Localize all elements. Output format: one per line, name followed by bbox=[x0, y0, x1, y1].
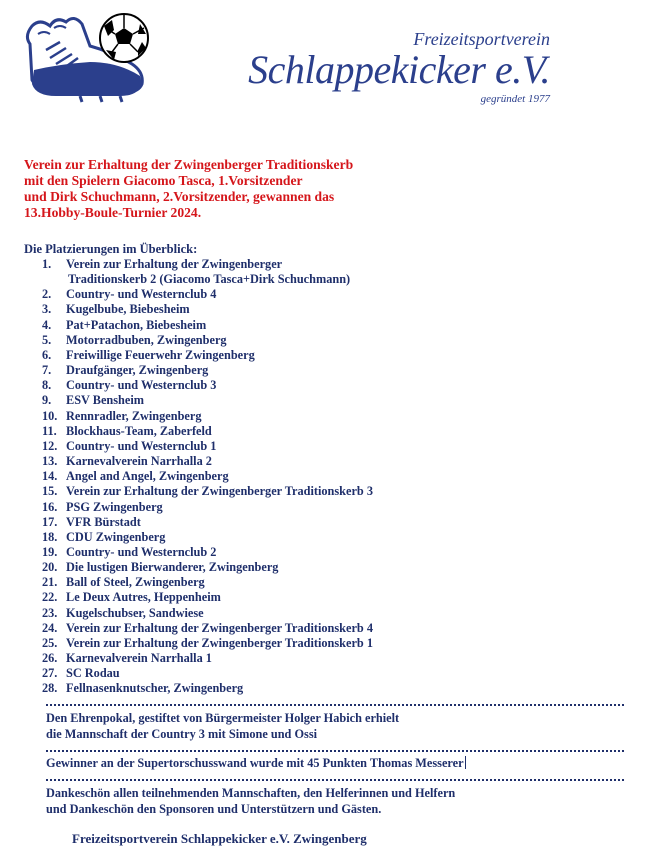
rank-number: 21. bbox=[42, 575, 58, 590]
honor-cup-text bbox=[46, 711, 624, 742]
ranking-item bbox=[42, 378, 622, 393]
rank-number: 20. bbox=[42, 560, 58, 575]
team-name: Kugelbube, Biebesheim bbox=[66, 302, 190, 317]
rank-number: 24. bbox=[42, 620, 58, 635]
rank-number: 3. bbox=[42, 302, 52, 317]
rank-number: 2. bbox=[42, 287, 52, 302]
ranking-item bbox=[42, 348, 622, 363]
ranking-title: Die Platzierungen im Überblick: bbox=[24, 242, 198, 256]
team-name: Verein zur Erhaltung der Zwingenberger bbox=[66, 257, 283, 271]
team-name: Verein zur Erhaltung der Zwingenberger Traditionskerb 4 bbox=[66, 620, 373, 635]
ranking-item bbox=[42, 560, 622, 575]
football-boot-and-ball-logo bbox=[20, 6, 150, 104]
ranking-item bbox=[42, 484, 622, 499]
thanks-line: und Dankeschön den Sponsoren und Unterstützern und Gästen. bbox=[46, 801, 382, 816]
honor-cup-line: die Mannschaft der Country 3 mit Simone und Ossi bbox=[46, 726, 318, 741]
ranking-list bbox=[42, 257, 622, 697]
thanks-line: Dankeschön allen teilnehmenden Mannschaften, den Helferinnen und Helfern bbox=[46, 786, 456, 800]
rank-number: 7. bbox=[42, 363, 52, 378]
winner-line: Gewinner an der Supertorschusswand wurde mit 45 Punkten Thomas Messerer bbox=[46, 756, 464, 770]
founded-text: gegründet 1977 bbox=[480, 93, 550, 105]
team-name: Pat+Patachon, Biebesheim bbox=[66, 317, 207, 332]
thanks-text bbox=[46, 786, 624, 817]
club-type-text: Freizeitsportverein bbox=[413, 29, 550, 49]
ranking-item bbox=[42, 302, 622, 317]
ranking-item bbox=[42, 621, 622, 636]
headline bbox=[24, 157, 624, 221]
ranking-item bbox=[42, 575, 622, 590]
rank-number: 4. bbox=[42, 317, 52, 332]
ranking-item bbox=[42, 515, 622, 530]
dotted-divider bbox=[46, 779, 624, 781]
rank-number: 8. bbox=[42, 378, 52, 393]
team-name-continued: Traditionskerb 2 (Giacomo Tasca+Dirk Schuchmann) bbox=[68, 272, 351, 287]
team-name: Freiwillige Feuerwehr Zwingenberg bbox=[66, 347, 255, 362]
team-name: ESV Bensheim bbox=[66, 393, 145, 408]
club-header bbox=[230, 28, 550, 106]
team-name: Karnevalverein Narrhalla 1 bbox=[66, 651, 212, 666]
team-name: Die lustigen Bierwanderer, Zwingenberg bbox=[66, 560, 279, 575]
rank-number: 10. bbox=[42, 408, 58, 423]
honor-cup-line: Den Ehrenpokal, gestiftet von Bürgermeister Holger Habich erhielt bbox=[46, 711, 400, 725]
team-name: Country- und Westernclub 2 bbox=[66, 544, 217, 559]
ranking-item bbox=[42, 681, 622, 696]
headline-line: mit den Spielern Giacomo Tasca, 1.Vorsitzender bbox=[24, 173, 303, 188]
headline-line: 13.Hobby-Boule-Turnier 2024. bbox=[24, 205, 202, 220]
rank-number: 26. bbox=[42, 651, 58, 666]
rank-number: 5. bbox=[42, 332, 52, 347]
ranking-item bbox=[42, 333, 622, 348]
rank-number: 9. bbox=[42, 393, 52, 408]
ranking-item bbox=[42, 606, 622, 621]
dotted-divider bbox=[46, 704, 624, 706]
team-name: Country- und Westernclub 3 bbox=[66, 378, 217, 393]
rank-number: 19. bbox=[42, 544, 58, 559]
ranking-item bbox=[42, 500, 622, 515]
team-name: Karnevalverein Narrhalla 2 bbox=[66, 454, 212, 469]
rank-number: 25. bbox=[42, 635, 58, 650]
rank-number: 22. bbox=[42, 590, 58, 605]
team-name: CDU Zwingenberg bbox=[66, 529, 166, 544]
ranking-item bbox=[42, 651, 622, 666]
team-name: Verein zur Erhaltung der Zwingenberger Traditionskerb 1 bbox=[66, 635, 373, 650]
ranking-item bbox=[42, 393, 622, 408]
rank-number: 6. bbox=[42, 347, 52, 362]
rank-number: 18. bbox=[42, 529, 58, 544]
headline-line: und Dirk Schuchmann, 2.Vorsitzender, gewannen das bbox=[24, 189, 335, 204]
team-name: VFR Bürstadt bbox=[66, 514, 141, 529]
ranking-item bbox=[42, 424, 622, 439]
rank-number: 13. bbox=[42, 454, 58, 469]
rank-number: 15. bbox=[42, 484, 58, 499]
rank-number: 12. bbox=[42, 438, 58, 453]
team-name: Verein zur Erhaltung der Zwingenberger Traditionskerb 3 bbox=[66, 484, 373, 499]
ranking-item bbox=[42, 469, 622, 484]
ranking-item bbox=[42, 318, 622, 333]
logo-graphic bbox=[20, 6, 150, 104]
ranking-item bbox=[42, 666, 622, 681]
team-name: Country- und Westernclub 1 bbox=[66, 438, 217, 453]
ranking-item bbox=[42, 363, 622, 378]
team-name: Draufgänger, Zwingenberg bbox=[66, 363, 209, 378]
team-name: Blockhaus-Team, Zaberfeld bbox=[66, 423, 212, 438]
dotted-divider bbox=[46, 750, 624, 752]
winner-text bbox=[46, 756, 624, 772]
club-name-text: Schlappekicker e.V. bbox=[248, 47, 550, 92]
ranking-item bbox=[42, 590, 622, 605]
team-name: Ball of Steel, Zwingenberg bbox=[66, 575, 205, 590]
team-name: Motorradbuben, Zwingenberg bbox=[66, 332, 227, 347]
ranking-item bbox=[42, 409, 622, 424]
rank-number: 1. bbox=[42, 257, 52, 271]
team-name: Country- und Westernclub 4 bbox=[66, 287, 217, 302]
rank-number: 23. bbox=[42, 605, 58, 620]
team-name: Angel and Angel, Zwingenberg bbox=[66, 469, 229, 484]
ranking-item bbox=[42, 257, 622, 272]
ranking-item bbox=[42, 454, 622, 469]
rank-number: 14. bbox=[42, 469, 58, 484]
team-name: Fellnasenknutscher, Zwingenberg bbox=[66, 681, 244, 696]
rank-number: 17. bbox=[42, 514, 58, 529]
team-name: PSG Zwingenberg bbox=[66, 499, 163, 514]
rank-number: 28. bbox=[42, 681, 58, 696]
rank-number: 27. bbox=[42, 666, 58, 681]
ranking-item bbox=[42, 545, 622, 560]
ranking-item bbox=[42, 530, 622, 545]
text-cursor bbox=[465, 756, 466, 769]
team-name: SC Rodau bbox=[66, 666, 120, 681]
ranking-item bbox=[42, 636, 622, 651]
rank-number: 16. bbox=[42, 499, 58, 514]
team-name: Le Deux Autres, Heppenheim bbox=[66, 590, 221, 605]
rank-number: 11. bbox=[42, 423, 57, 438]
headline-line: Verein zur Erhaltung der Zwingenberger Traditionskerb bbox=[24, 157, 354, 172]
team-name: Rennradler, Zwingenberg bbox=[66, 408, 202, 423]
footer-club-name: Freizeitsportverein Schlappekicker e.V. Zwingenberg bbox=[72, 831, 367, 846]
ranking-item bbox=[42, 439, 622, 454]
ranking-item bbox=[42, 287, 622, 302]
team-name: Kugelschubser, Sandwiese bbox=[66, 605, 204, 620]
